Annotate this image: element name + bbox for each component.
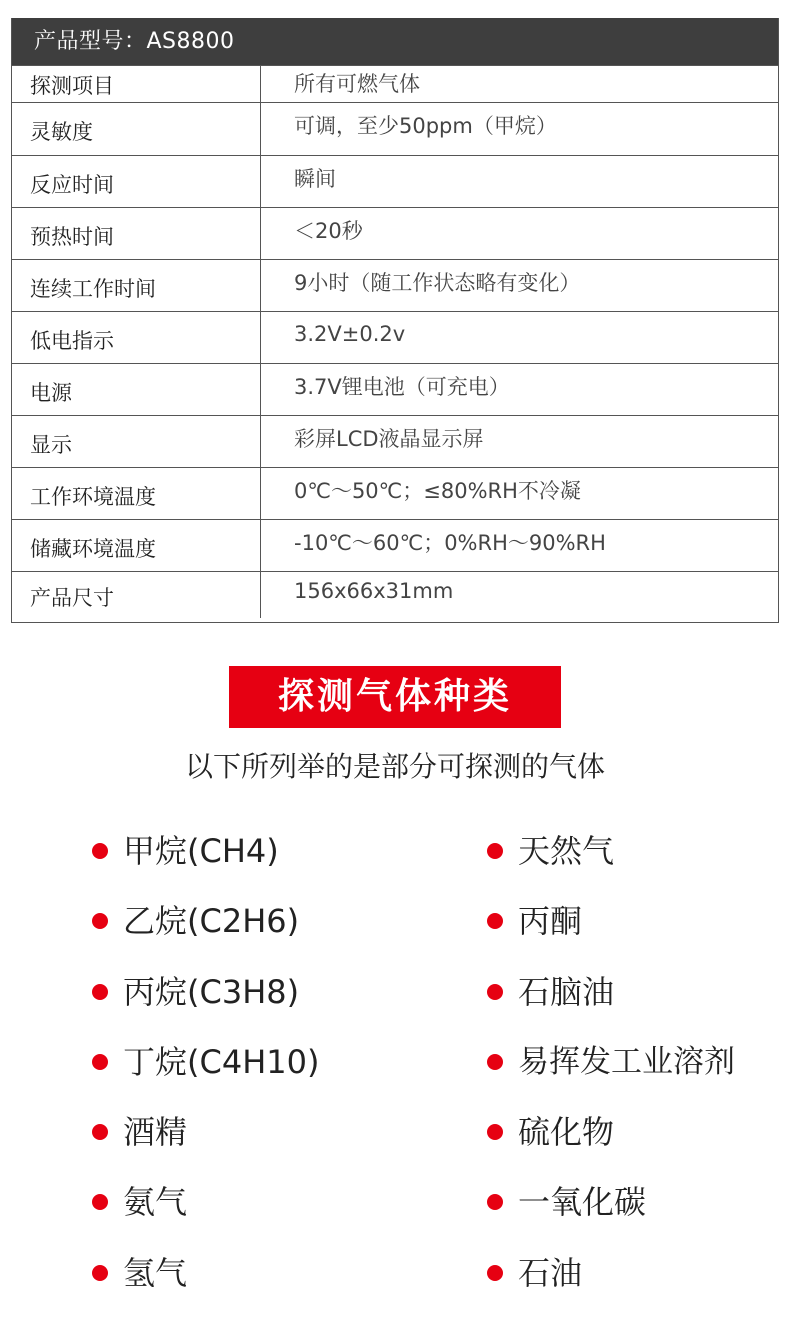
bullet-dot-icon	[487, 984, 503, 1000]
spec-value: ＜20秒	[294, 218, 363, 243]
spec-row-operating-temp	[12, 467, 778, 519]
spec-key: 低电指示	[12, 312, 261, 363]
bullet-dot-icon	[487, 913, 503, 929]
gas-label: 酒精	[123, 1113, 188, 1151]
spec-key: 显示	[12, 416, 261, 467]
gas-label: 石脑油	[518, 973, 615, 1011]
gas-label: 硫化物	[518, 1113, 615, 1151]
gas-item	[487, 1027, 735, 1097]
spec-row-low-battery	[12, 311, 778, 363]
bullet-dot-icon	[92, 1054, 108, 1070]
spec-row-dimensions	[12, 571, 778, 618]
spec-key: 储藏环境温度	[12, 520, 261, 571]
gas-label: 一氧化碳	[518, 1183, 647, 1221]
spec-value: 3.2V±0.2v	[294, 321, 406, 346]
spec-key: 连续工作时间	[12, 260, 261, 311]
spec-key: 产品尺寸	[12, 572, 261, 618]
spec-value: 所有可燃气体	[294, 72, 420, 96]
bullet-dot-icon	[92, 1124, 108, 1140]
gas-item	[92, 957, 299, 1027]
bullet-dot-icon	[92, 843, 108, 859]
spec-row-storage-temp	[12, 519, 778, 571]
spec-row-detection-item	[12, 65, 778, 102]
gas-label: 甲烷(CH4)	[123, 832, 279, 870]
spec-value: 156x66x31mm	[294, 579, 454, 603]
spec-key: 灵敏度	[12, 103, 261, 155]
spec-table	[11, 18, 779, 623]
spec-value: 可调，至少50ppm（甲烷）	[294, 114, 557, 138]
gas-label: 乙烷(C2H6)	[123, 902, 300, 940]
gas-label: 易挥发工业溶剂	[518, 1044, 735, 1080]
spec-row-sensitivity	[12, 102, 778, 155]
section-subtitle: 以下所列举的是部分可探测的气体	[184, 750, 605, 783]
gas-item	[487, 957, 614, 1027]
gas-item	[92, 886, 299, 956]
spec-row-working-time	[12, 259, 778, 311]
gas-item	[487, 886, 582, 956]
gas-item	[487, 1167, 646, 1237]
bullet-dot-icon	[487, 1054, 503, 1070]
gas-item	[92, 816, 279, 886]
bullet-dot-icon	[487, 1265, 503, 1281]
spec-row-response-time	[12, 155, 778, 207]
spec-row-preheat-time	[12, 207, 778, 259]
spec-row-display	[12, 415, 778, 467]
spec-value: 3.7V锂电池（可充电）	[294, 374, 510, 399]
gas-label: 丙酮	[518, 902, 583, 940]
bullet-dot-icon	[92, 913, 108, 929]
bullet-dot-icon	[92, 1194, 108, 1210]
spec-value: 瞬间	[294, 166, 336, 191]
gas-label: 氢气	[123, 1254, 188, 1292]
gas-item	[92, 1097, 187, 1167]
bullet-dot-icon	[92, 1265, 108, 1281]
spec-key: 电源	[12, 364, 261, 415]
spec-value: 0℃～50℃；≤80%RH不冷凝	[294, 478, 581, 503]
spec-key: 探测项目	[12, 66, 261, 102]
gas-label: 丁烷(C4H10)	[123, 1043, 320, 1081]
gas-label: 丙烷(C3H8)	[123, 973, 300, 1011]
spec-key: 工作环境温度	[12, 468, 261, 519]
gas-item	[487, 1097, 614, 1167]
gas-label: 天然气	[518, 832, 615, 870]
spec-header: 产品型号：AS8800	[12, 18, 778, 65]
bullet-dot-icon	[487, 843, 503, 859]
bullet-dot-icon	[92, 984, 108, 1000]
spec-key: 反应时间	[12, 156, 261, 207]
gas-item	[487, 816, 614, 886]
gas-label: 石油	[518, 1254, 583, 1292]
section-title-banner: 探测气体种类	[229, 666, 561, 728]
gas-item	[92, 1238, 187, 1308]
spec-value: 9小时（随工作状态略有变化）	[294, 270, 581, 295]
bullet-dot-icon	[487, 1124, 503, 1140]
gas-item	[487, 1238, 582, 1308]
spec-key: 预热时间	[12, 208, 261, 259]
spec-value: 彩屏LCD液晶显示屏	[294, 426, 484, 451]
spec-row-power	[12, 363, 778, 415]
spec-value: -10℃～60℃；0%RH～90%RH	[294, 530, 606, 555]
gas-label: 氨气	[123, 1183, 188, 1221]
bullet-dot-icon	[487, 1194, 503, 1210]
gas-item	[92, 1167, 187, 1237]
gas-item	[92, 1027, 319, 1097]
